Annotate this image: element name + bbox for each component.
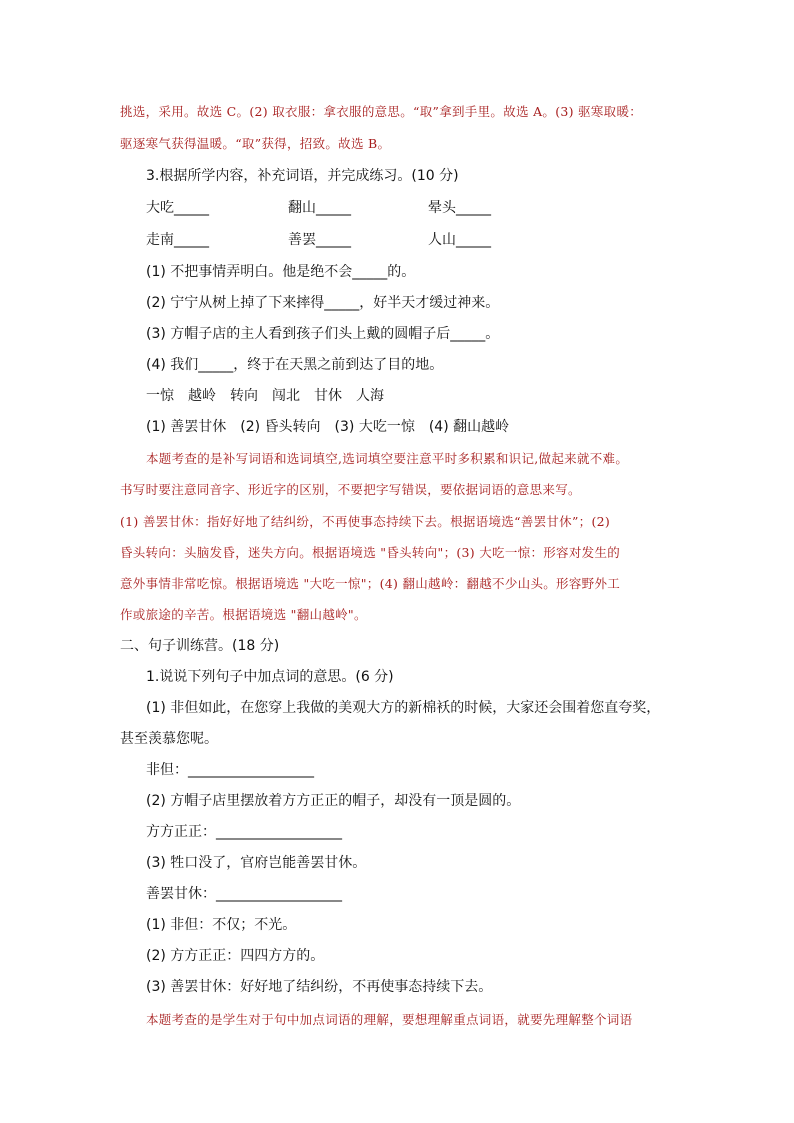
answer-line: (1) 非但：不仅；不光。	[146, 917, 297, 933]
analysis-line: (1) 善罢甘休：指好好地了结纠纷，不再使事态持续下去。根据语境选“善罢甘休”；(2)	[120, 514, 611, 529]
analysis-line: 本题考查的是学生对于句中加点词语的理解，要想理解重点词语，就要先理解整个词语	[146, 1012, 633, 1027]
word-blank: 人山_____	[428, 232, 491, 248]
word-blank: 走南_____	[146, 232, 209, 248]
exercise-item: (1) 不把事情弄明白。他是绝不会_____的。	[146, 264, 416, 280]
analysis-line: 昏头转向：头脑发昏，迷失方向。根据语境选 "昏头转向"；(3) 大吃一惊：形容对发生的	[120, 545, 621, 560]
analysis-line: 书写时要注意同音字、形近字的区别，不要把字写错误，要依据词语的意思来写。	[120, 482, 581, 497]
sentence: (3) 牲口没了，官府岂能善罢甘休。	[146, 855, 367, 871]
word-blank: 晕头_____	[428, 200, 491, 216]
analysis-line: 驱逐寒气获得温暖。“取”获得，招致。故选 B。	[120, 136, 391, 151]
answer-line: (3) 善罢甘休：好好地了结纠纷，不再使事态持续下去。	[146, 979, 493, 995]
analysis-line: 意外事情非常吃惊。根据语境选 "大吃一惊"；(4) 翻山越岭：翻越不少山头。形容野外工	[120, 576, 621, 591]
answer-blank: 非但：__________________	[146, 762, 314, 778]
analysis-line: 本题考查的是补写词语和选词填空,选词填空要注意平时多积累和识记,做起来就不难。	[146, 451, 629, 466]
answer-line: (1) 善罢甘休 (2) 昏头转向 (3) 大吃一惊 (4) 翻山越岭	[146, 419, 510, 435]
word-blank: 善罢_____	[288, 232, 351, 248]
section-title: 二、句子训练营。(18 分)	[120, 638, 280, 654]
exercise-item: (2) 宁宁从树上掉了下来摔得_____，好半天才缓过神来。	[146, 295, 500, 311]
word-blank: 翻山_____	[288, 200, 351, 216]
word-blank: 大吃_____	[146, 200, 209, 216]
exercise-item: (3) 方帽子店的主人看到孩子们头上戴的圆帽子后_____。	[146, 326, 500, 342]
answer-blank: 善罢甘休：__________________	[146, 886, 342, 902]
answer-line: (2) 方方正正：四四方方的。	[146, 948, 325, 964]
word-options: 一惊 越岭 转向 闯北 甘休 人海	[146, 388, 384, 404]
analysis-line: 挑选，采用。故选 C。(2) 取衣服：拿衣服的意思。“取”拿到手里。故选 A。(3) 驱寒取暖：	[120, 104, 643, 119]
sentence: (1) 非但如此，在您穿上我做的美观大方的新棉袄的时候，大家还会围着您直夸奖，	[146, 700, 661, 716]
sentence: (2) 方帽子店里摆放着方方正正的帽子，却没有一顶是圆的。	[146, 793, 521, 809]
question-title: 3.根据所学内容，补充词语，并完成练习。(10 分)	[146, 168, 459, 184]
sentence: 甚至羡慕您呢。	[120, 731, 218, 747]
answer-blank: 方方正正：__________________	[146, 824, 342, 840]
exercise-item: (4) 我们_____，终于在天黑之前到达了目的地。	[146, 357, 444, 373]
question-title: 1.说说下列句子中加点词的意思。(6 分)	[146, 669, 394, 685]
analysis-line: 作或旅途的辛苦。根据语境选 "翻山越岭"。	[120, 607, 367, 622]
